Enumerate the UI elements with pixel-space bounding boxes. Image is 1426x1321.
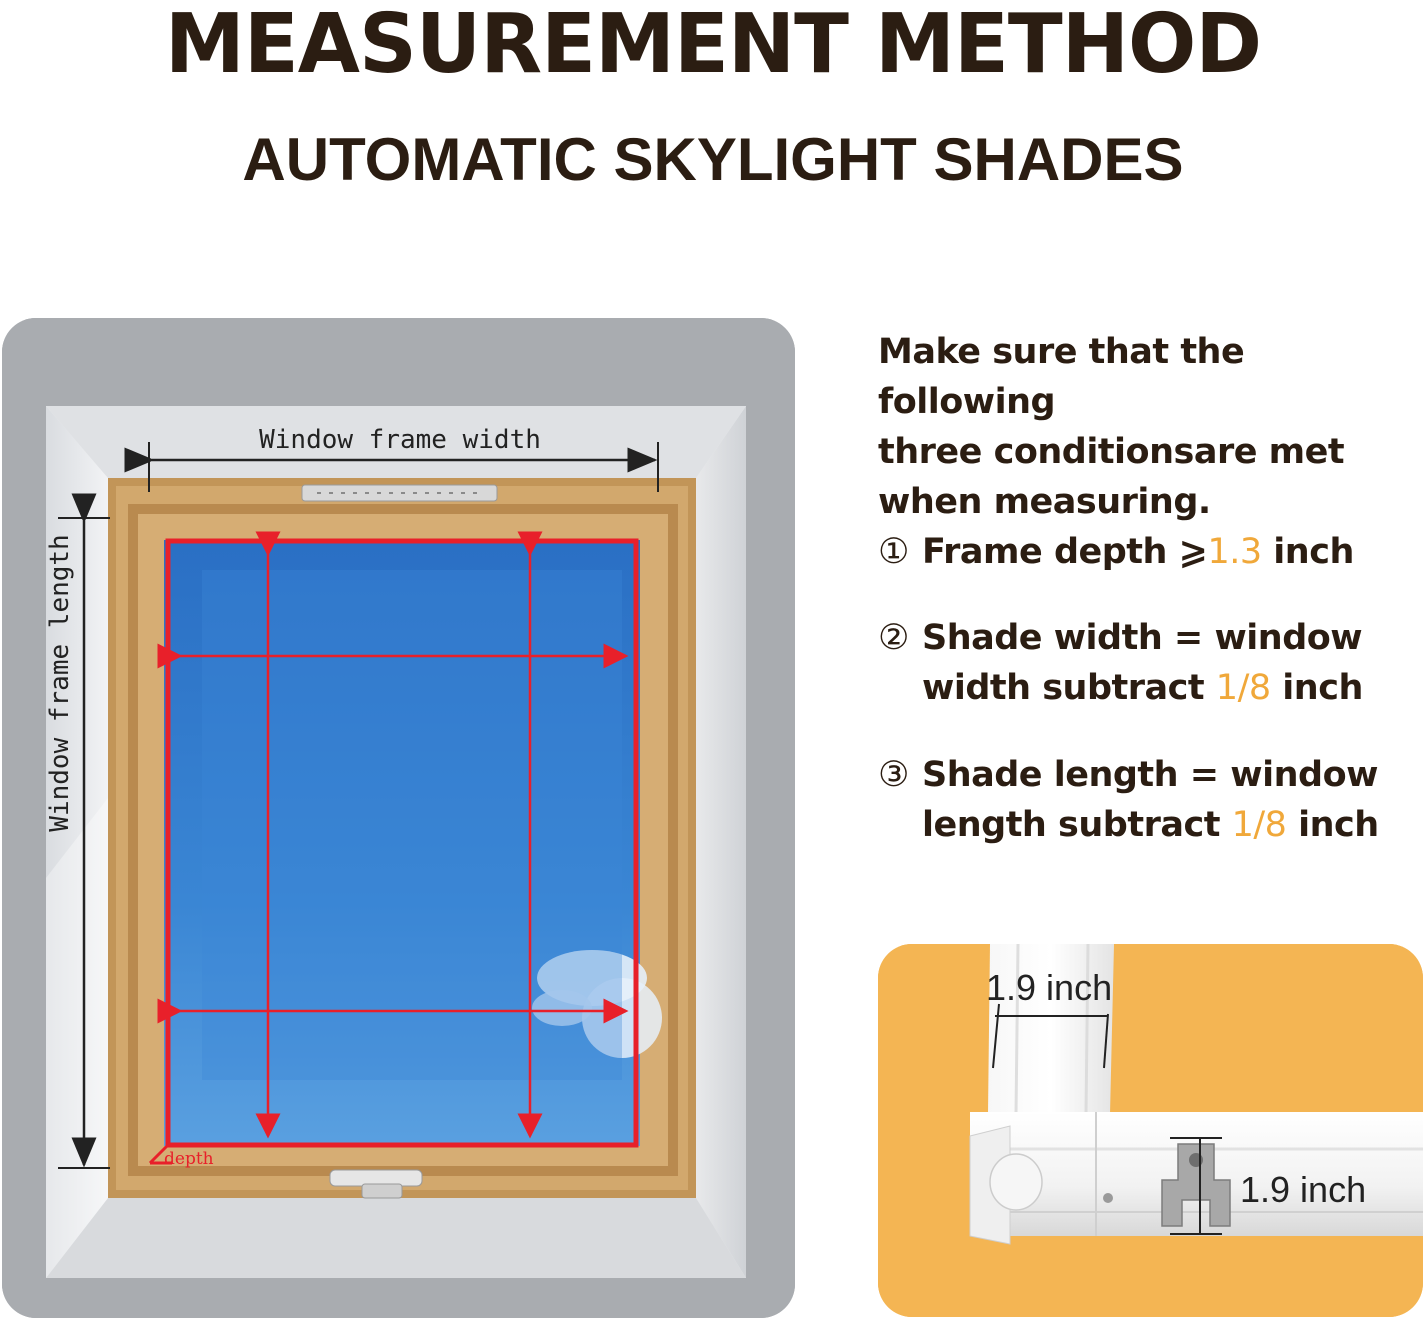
condition-text: Shade length = window	[922, 755, 1378, 795]
condition-shade-length	[878, 750, 1418, 850]
condition-text: inch	[1270, 668, 1363, 708]
rail-detail-illustration	[878, 944, 1423, 1317]
condition-text: Shade width = window	[922, 618, 1363, 658]
instructions-intro	[878, 327, 1426, 527]
rail-height-label: 1.9 inch	[1240, 1169, 1367, 1210]
condition-highlight-value: 1.3	[1207, 532, 1262, 572]
skylight-photo	[2, 318, 795, 1318]
rail-detail-photo	[878, 944, 1423, 1317]
condition-text: inch	[1286, 805, 1379, 845]
condition-frame-depth	[878, 527, 1418, 577]
condition-highlight-value: 1/8	[1231, 805, 1287, 845]
condition-shade-width	[878, 613, 1418, 713]
condition-number: ③	[878, 755, 909, 795]
width-dimension-label: Window frame width	[259, 425, 541, 455]
skylight-illustration	[2, 318, 795, 1318]
condition-number: ①	[878, 532, 909, 572]
condition-text: Frame depth ⩾	[922, 532, 1208, 572]
page-subtitle: AUTOMATIC SKYLIGHT SHADES	[242, 126, 1184, 193]
condition-number: ②	[878, 618, 909, 658]
intro-line: Make sure that the following	[878, 332, 1245, 422]
intro-line: when measuring.	[878, 482, 1211, 522]
rail-width-label: 1.9 inch	[986, 967, 1113, 1008]
condition-text: width subtract	[922, 668, 1216, 708]
depth-label: depth	[164, 1149, 214, 1169]
condition-text: inch	[1261, 532, 1354, 572]
intro-line: three conditionsare met	[878, 432, 1345, 472]
length-dimension-label: Window frame length	[45, 534, 75, 832]
condition-text: length subtract	[922, 805, 1232, 845]
condition-highlight-value: 1/8	[1215, 668, 1271, 708]
page-title: MEASUREMENT METHOD	[164, 0, 1262, 92]
